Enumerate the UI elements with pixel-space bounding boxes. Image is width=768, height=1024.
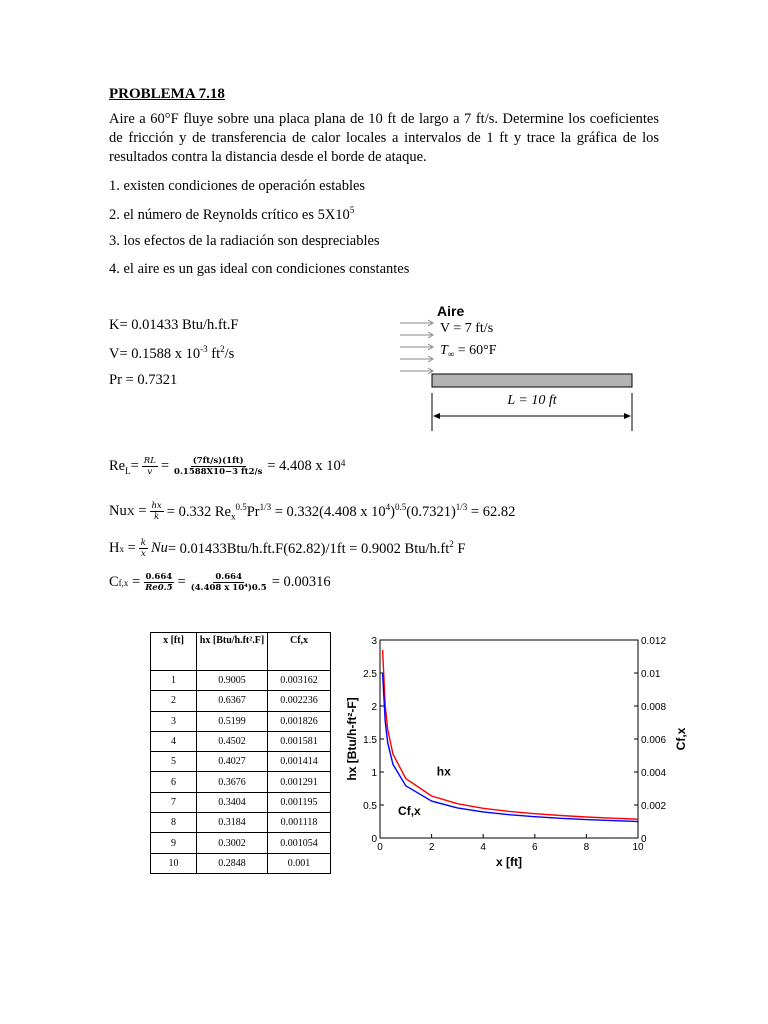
h-nu: Nu — [150, 540, 168, 556]
h-fraction — [139, 538, 148, 559]
viscosity-value: V= 0.1588 x 10 — [109, 345, 201, 362]
y-left-tick-label: 1.5 — [363, 735, 377, 746]
cf-lhs: C — [109, 574, 119, 590]
cell-hx: 0.4027 — [197, 752, 268, 772]
dimension-arrow-left — [433, 413, 440, 419]
nu-calc3-sup: 1/3 — [455, 501, 468, 512]
re-result-exp: 4 — [340, 458, 346, 468]
cell-cf: 0.001 — [268, 853, 331, 873]
cell-cf: 0.001826 — [268, 711, 331, 731]
equation-h: H x = $\frac{k}{x}$ Nu = 0.01433Btu/h.ft.F(62.82)/1ft = 0.9002 Btu/$h.ft^2$ F — [109, 538, 466, 559]
series-line-cfx — [383, 673, 638, 822]
re-fraction-1 — [142, 456, 158, 477]
h-tail: F — [453, 540, 466, 557]
re-frac2-den: 0.1588X10−3 ft2/s — [174, 467, 263, 477]
annotation-hx: hx — [436, 764, 451, 779]
h-lhs: H — [109, 540, 120, 556]
cell-hx: 0.5199 — [197, 711, 268, 731]
nu-pr-sup: 1/3 — [259, 501, 272, 512]
figure-label: Aire — [437, 303, 465, 319]
flow-arrows — [400, 320, 433, 374]
nu-calc-sup: 4 — [385, 501, 391, 512]
property-viscosity — [109, 344, 234, 363]
results-table — [150, 632, 331, 874]
cell-x: 1 — [151, 671, 197, 691]
figure-length: L = 10 ft — [507, 393, 557, 408]
assumption-2-text: 2. el número de Reynolds crítico es 5X10 — [109, 206, 350, 223]
re-frac1-num: RL — [143, 456, 156, 466]
re-lhs-text: Re — [109, 457, 126, 474]
nu-calc: = 0.332(4.408 x 10 — [271, 503, 386, 520]
re-lhs: $Re_L=$ — [109, 457, 139, 476]
plate-figure — [395, 298, 645, 433]
figure-temperature — [440, 343, 497, 359]
viscosity-unit-tail: /s — [224, 345, 235, 362]
figure-velocity: V = 7 ft/s — [440, 321, 494, 336]
assumption-2-exponent: 5 — [349, 205, 355, 215]
cell-x: 5 — [151, 752, 197, 772]
nu-calc2: ) — [390, 503, 395, 520]
cell-x: 8 — [151, 813, 197, 833]
nu-rest-sup: 0.5 — [235, 501, 247, 512]
x-tick-label: 2 — [428, 842, 435, 853]
h-frac-num: k — [140, 538, 146, 548]
cell-hx: 0.6367 — [197, 691, 268, 711]
temperature-value: = 60°F — [454, 343, 497, 358]
cell-cf: 0.001054 — [268, 833, 331, 853]
assumption-3: 3. los efectos de la radiación son despreciables — [109, 233, 380, 249]
assumption-1: 1. existen condiciones de operación estables — [109, 178, 366, 194]
nu-rest: = 0.332 Re — [166, 503, 231, 520]
cf-result: = 0.00316 — [271, 574, 331, 590]
cell-hx: 0.3404 — [197, 792, 268, 812]
cell-hx: 0.3184 — [197, 813, 268, 833]
temperature-subscript: ∞ — [447, 349, 455, 359]
table-row — [151, 731, 331, 751]
assumption-4: 4. el aire es un gas ideal con condiciones constantes — [109, 261, 410, 277]
table-row — [151, 752, 331, 772]
cf-lhs-sub: f,x — [118, 577, 129, 588]
nu-frac-den: k — [154, 512, 160, 522]
dimension-arrow-right — [624, 413, 631, 419]
nu-calc3: (0.7321) — [406, 503, 456, 520]
table-row — [151, 691, 331, 711]
cf-frac2-den: (4.408 x 10⁴)0.5 — [190, 583, 267, 593]
cell-x: 4 — [151, 731, 197, 751]
table-row — [151, 792, 331, 812]
hx-cf-chart — [340, 630, 700, 875]
x-tick-label: 6 — [532, 842, 538, 853]
cf-frac1-den: Re0.5 — [145, 583, 173, 593]
y-right-tick-label: 0.012 — [641, 636, 667, 647]
nu-calc2-sup: 0.5 — [394, 501, 407, 512]
y-right-tick-label: 0.002 — [641, 801, 667, 812]
x-tick-label: 8 — [583, 842, 590, 853]
cell-cf: 0.001195 — [268, 792, 331, 812]
table-row — [151, 813, 331, 833]
y-right-tick-label: 0.004 — [641, 768, 667, 779]
annotation-cfx: Cf,x — [398, 803, 421, 818]
re-lhs-sub: L — [125, 465, 131, 476]
equation-cf: C f,x = $\frac{0.664}{Re0.5}$ = $\frac{0.664}{\text{(4.408 x 10⁴)0.5}}$ = 0.00316 — [109, 572, 331, 593]
col-header-cf: Cf,x — [268, 633, 331, 671]
y-left-tick-label: 3 — [371, 636, 377, 647]
problem-title: PROBLEMA 7.18 — [109, 86, 225, 102]
viscosity-unit-exponent: 2 — [220, 344, 225, 354]
x-tick-label: 10 — [632, 842, 644, 853]
y-right-axis-label: Cf,x — [674, 727, 688, 751]
flat-plate — [432, 374, 632, 387]
cf-fraction-1 — [143, 572, 174, 593]
re-result: = 4.408 x 10 — [267, 458, 341, 474]
table-row — [151, 711, 331, 731]
col-header-hx: hx [Btu/h.ft².F] — [197, 633, 268, 671]
col-header-x: x [ft] — [151, 633, 197, 671]
x-tick-label: 0 — [377, 842, 383, 853]
cell-hx: 0.2848 — [197, 853, 268, 873]
x-axis-label: x [ft] — [496, 855, 522, 869]
viscosity-unit: ft — [207, 345, 221, 362]
y-right-tick-label: 0 — [641, 834, 647, 845]
assumption-2 — [109, 205, 354, 224]
y-left-tick-label: 0.5 — [363, 801, 377, 812]
nu-lhs-sub: X — [126, 505, 135, 518]
y-left-tick-label: 2 — [371, 702, 377, 713]
h-calc: = 0.01433Btu/h.ft.F(62.82)/1ft = 0.9002 Btu/h.ft — [167, 540, 450, 557]
property-pr: Pr = 0.7321 — [109, 372, 178, 388]
problem-statement: Aire a 60°F fluye sobre una placa plana de 10 ft de largo a 7 ft/s. Determine los coeficientes de fricción y de transferencia de calor locales a intervalos de 1 ft y trace la gráfica de los resultados contra la distancia desde el borde de ataque. — [109, 111, 659, 165]
cell-hx: 0.9005 — [197, 671, 268, 691]
nu-frac-num: hx — [151, 501, 162, 511]
table-row — [151, 671, 331, 691]
equation-nusselt: Nu X = $\frac{hx}{k}$ = 0.332 $Re_x^{0.5}Pr^{1/3} = 0.332(4.408$ x $10^4)^{0.5}(0.7321)^{1/3} = 62.82$ — [109, 501, 516, 522]
cell-x: 2 — [151, 691, 197, 711]
cell-x: 7 — [151, 792, 197, 812]
h-rhs — [168, 539, 466, 558]
h-lhs-sub: x — [119, 543, 124, 554]
y-left-tick-label: 1 — [371, 768, 377, 779]
cf-frac1-num: 0.664 — [145, 572, 173, 582]
viscosity-exponent: -3 — [200, 344, 208, 354]
cell-x: 6 — [151, 772, 197, 792]
cell-x: 9 — [151, 833, 197, 853]
y-left-tick-label: 0 — [371, 834, 377, 845]
cell-x: 10 — [151, 853, 197, 873]
cell-hx: 0.3002 — [197, 833, 268, 853]
temperature-symbol: T — [440, 343, 448, 358]
h-frac-den: x — [140, 549, 146, 559]
cell-cf: 0.001581 — [268, 731, 331, 751]
table-body — [151, 671, 331, 874]
equation-reynolds: $Re_L=$ $\frac{RL}{v}$ = $\frac{(7ft/s)(1ft)}{0.1588X10-3 ft2/s}$ = 4.408 x 10 $^4$ — [109, 456, 346, 477]
cell-cf: 0.003162 — [268, 671, 331, 691]
cell-cf: 0.001291 — [268, 772, 331, 792]
cell-cf: 0.002236 — [268, 691, 331, 711]
table-row — [151, 772, 331, 792]
y-left-tick-label: 2.5 — [363, 669, 377, 680]
y-right-tick-label: 0.01 — [641, 669, 661, 680]
nu-fraction — [150, 501, 164, 522]
x-tick-label: 4 — [480, 842, 486, 853]
cell-cf: 0.001118 — [268, 813, 331, 833]
y-right-tick-label: 0.006 — [641, 735, 667, 746]
y-right-tick-label: 0.008 — [641, 702, 667, 713]
nu-lhs: Nu — [109, 503, 127, 519]
cf-frac2-num: 0.664 — [215, 572, 242, 582]
re-frac2-num: (7ft/s)(1ft) — [192, 456, 244, 466]
cell-cf: 0.001414 — [268, 752, 331, 772]
cf-fraction-2 — [189, 572, 269, 593]
nu-pr: Pr — [246, 503, 260, 520]
h-calc-sup: 2 — [449, 539, 454, 550]
series-line-hx — [383, 650, 638, 819]
nu-rhs — [167, 502, 516, 522]
cell-x: 3 — [151, 711, 197, 731]
cell-hx: 0.3676 — [197, 772, 268, 792]
y-left-axis-label: hx [Btu/h-ft²-F] — [345, 697, 359, 781]
table-row — [151, 853, 331, 873]
nu-rest-sub: x — [230, 511, 236, 522]
cell-hx: 0.4502 — [197, 731, 268, 751]
nu-result: = 62.82 — [467, 503, 516, 520]
re-fraction-2 — [172, 456, 264, 477]
table-row — [151, 833, 331, 853]
property-k: K= 0.01433 Btu/h.ft.F — [109, 317, 239, 333]
re-frac1-den: v — [147, 467, 153, 477]
